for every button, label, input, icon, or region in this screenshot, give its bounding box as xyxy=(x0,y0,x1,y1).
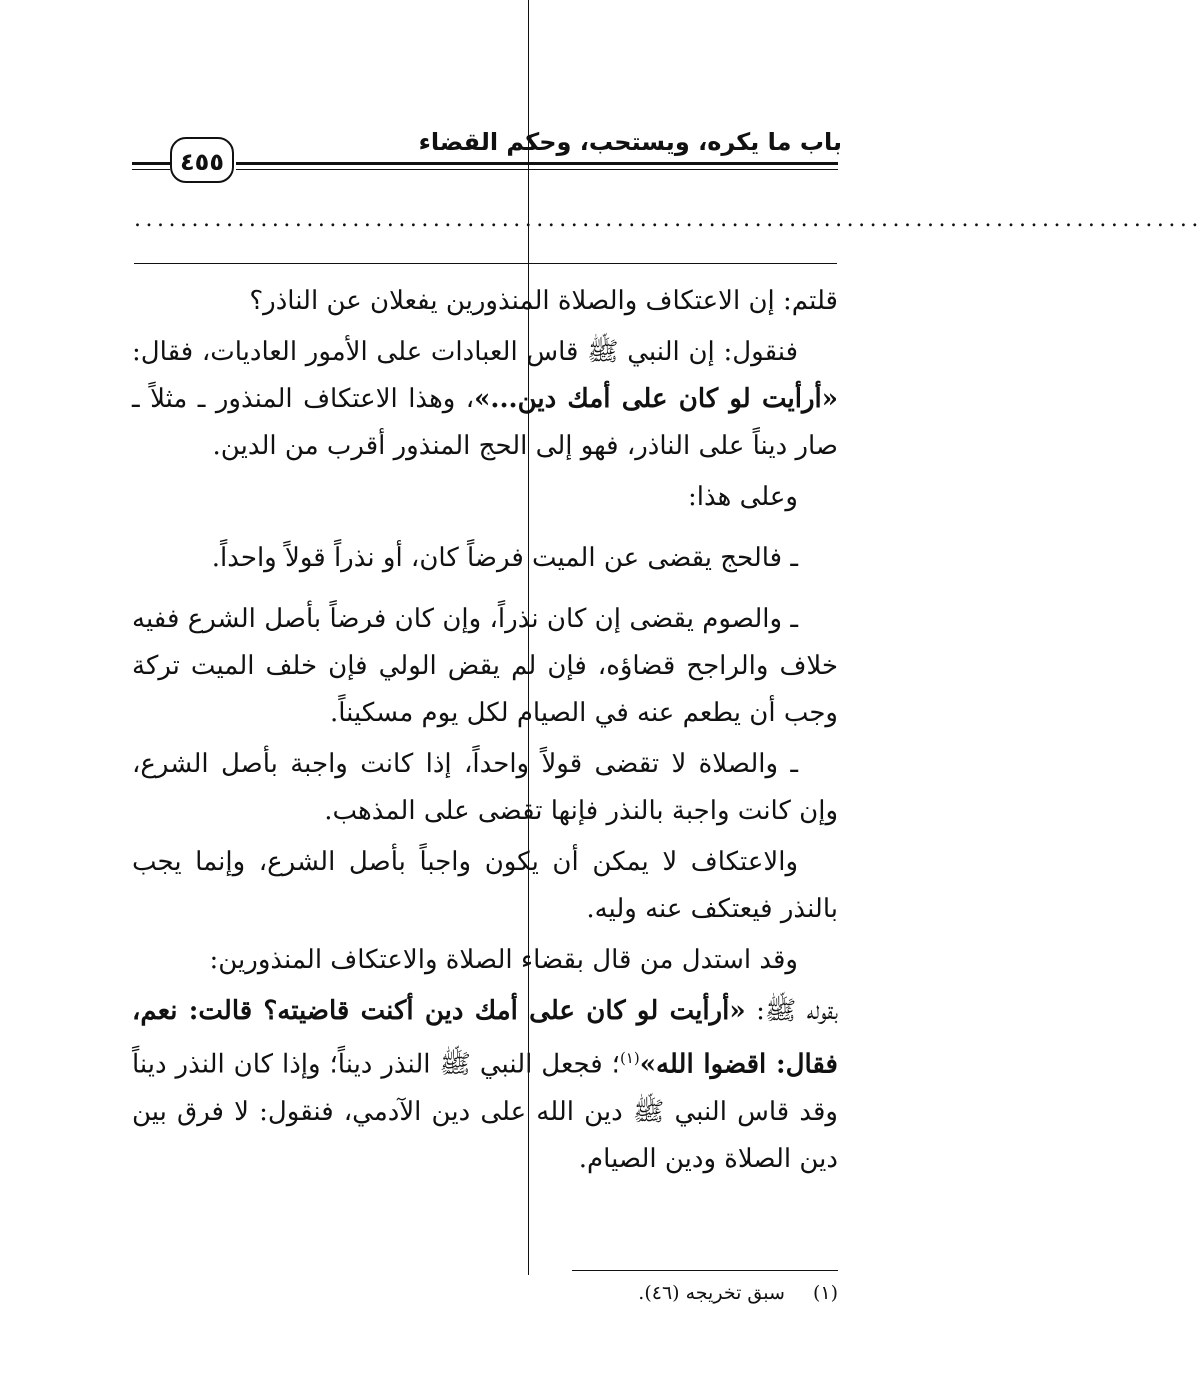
paragraph-2 xyxy=(132,329,838,470)
footnote-number: (١) xyxy=(812,1282,838,1304)
page-number: ٤٥٥ xyxy=(170,137,234,183)
paragraph-3: وعلى هذا: xyxy=(688,482,798,512)
footnote-text: سبق تخريجه (٤٦). xyxy=(638,1282,785,1304)
dotted-separator: ............................................................................................. xyxy=(134,207,1203,232)
footnote-rule xyxy=(572,1270,838,1271)
hadith-quote-1: «أرأيت لو كان على أمك دين...» xyxy=(474,384,838,414)
paragraph-hajj: ـ فالحج يقضى عن الميت فرضاً كان، أو نذراً قولاً واحداً. xyxy=(211,543,798,573)
section-rule xyxy=(134,263,837,264)
header-rule-thick-right xyxy=(236,162,838,165)
paragraph-1: قلتم: إن الاعتكاف والصلاة المنذورين يفعلان عن الناذر؟ xyxy=(249,286,838,316)
paragraph-2-rest: ، وهذا الاعتكاف المنذور ـ مثلاً ـ صار ديناً على الناذر، فهو إلى الحج المنذور أقرب من الدين. xyxy=(132,384,838,461)
main-text xyxy=(132,278,838,1187)
footnote-reference[interactable]: (١) xyxy=(619,1049,640,1067)
paragraph-hadith-intro: بقوله ﷺ: xyxy=(745,996,838,1026)
vertical-crop-line xyxy=(528,0,529,1275)
running-title: باب ما يكره، ويستحب، وحكم القضاء xyxy=(418,128,842,156)
header-rule-thick-left xyxy=(132,162,170,165)
footnote xyxy=(638,1282,838,1304)
paragraph-prayer: ـ والصلاة لا تقضى قولاً واحداً، إذا كانت واجبة بأصل الشرع، وإن كانت واجبة بالنذر فإنها تقضى على المذهب. xyxy=(132,749,838,826)
header-rule-thin-right xyxy=(236,169,838,170)
paragraph-evidence: وقد استدل من قال بقضاء الصلاة والاعتكاف المنذورين: xyxy=(209,945,798,975)
paragraph-hadith xyxy=(132,988,838,1183)
header-rule-thin-left xyxy=(132,169,170,170)
paragraph-itikaf: والاعتكاف لا يمكن أن يكون واجباً بأصل الشرع، وإنما يجب بالنذر فيعتكف عنه وليه. xyxy=(132,847,838,924)
hadith-quote-2: «أرأيت لو كان على أمك دين أكنت قاضيته؟ قالت: نعم، فقال: اقضوا الله» xyxy=(132,996,838,1080)
paragraph-2-intro: فنقول: إن النبي ﷺ قاس العبادات على الأمور العاديات، فقال: xyxy=(132,337,798,367)
paragraph-hadith-rest: ؛ فجعل النبي ﷺ النذر ديناً؛ وإذا كان النذر ديناً وقد قاس النبي ﷺ دين الله على دين الآدمي، فنقول: لا فرق بين دين الصلاة ودين الصيام. xyxy=(132,1049,838,1174)
paragraph-fasting: ـ والصوم يقضى إن كان نذراً، وإن كان فرضاً بأصل الشرع ففيه خلاف والراجح قضاؤه، فإن لم يقض الولي فإن خلف الميت تركة وجب أن يطعم عنه في الصيام لكل يوم مسكيناً. xyxy=(132,604,838,728)
